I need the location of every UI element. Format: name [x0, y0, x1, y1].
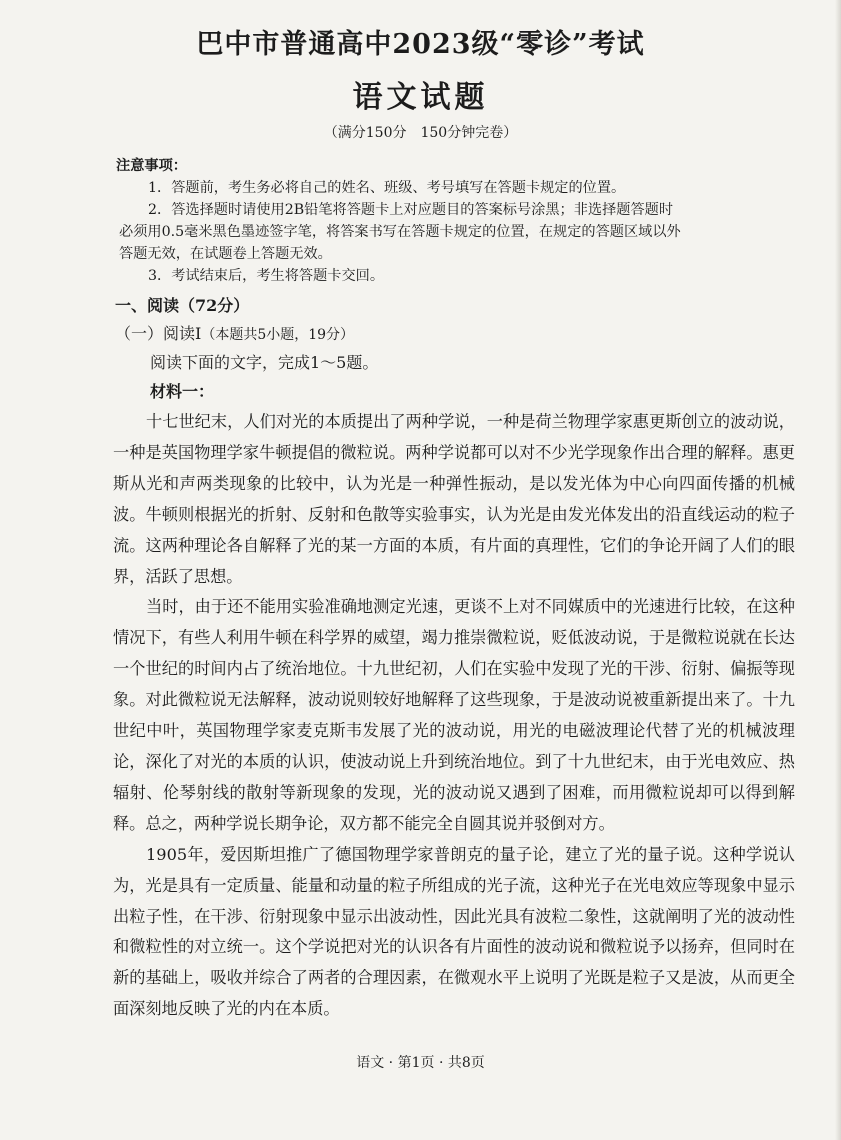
notice-item-3: 3．考试结束后，考生将答题卡交回。: [148, 268, 385, 284]
subsection-heading: [115, 320, 795, 349]
passage-paragraph-2: 当时，由于还不能用实验准确地测定光速，更谈不上对不同媒质中的光速进行比较，在这种情况下，有些人利用牛顿在科学界的威望，竭力推崇微粒说，贬低波动说，于是微粒说就在长达一个世纪的时间内占了统治地位。十九世纪初，人们在实验中发现了光的干涉、衍射、偏振等现象。对此微粒说无法解释，波动说则较好地解释了这些现象，于是波动说被重新提出来了。十九世纪中叶，英国物理学家麦克斯韦发展了光的波动说，用光的电磁波理论代替了光的机械波理论，深化了对光的本质的认识，使波动说上升到统治地位。到了十九世纪末，由于光电效应、热辐射、伦琴射线的散射等新现象的发现，光的波动说又遇到了困难，而用微粒说却可以得到解释。总之，两种学说长期争论，双方都不能完全自圆其说并驳倒对方。: [113, 597, 795, 833]
exam-meta: （满分150分 150分钟完卷）: [323, 125, 518, 141]
scan-edge-shadow: [835, 0, 841, 1140]
section-heading: 一、阅读（72分）: [115, 296, 250, 315]
notice-item-1: 1．答题前，考生务必将自己的姓名、班级、考号填写在答题卡规定的位置。: [148, 180, 626, 196]
notice-item-2-cont: 必须用0.5毫米黑色墨迹签字笔，将答案书写在答题卡规定的位置，在规定的答题区域以外: [119, 224, 681, 240]
material-label: 材料一：: [150, 382, 215, 401]
passage: [113, 407, 795, 1025]
passage-paragraph-3: 1905年，爱因斯坦推广了德国物理学家普朗克的量子论，建立了光的量子说。这种学说认为，光是具有一定质量、能量和动量的粒子所组成的光子流，这种光子在光电效应等现象中显示出粒子性，在干涉、衍射现象中显示出波动性，因此光具有波粒二象性，这就阐明了光的波动性和微粒性的对立统一。这个学说把对光的认识各有片面性的波动说和微粒说予以扬弃，但同时在新的基础上，吸收并综合了两者的合理因素，在微观水平上说明了光既是粒子又是波，从而更全面深刻地反映了光的内在本质。: [113, 844, 795, 1019]
subsection-label: （一）阅读Ⅰ: [115, 324, 202, 343]
passage-paragraph-1: 十七世纪末，人们对光的本质提出了两种学说，一种是荷兰物理学家惠更斯创立的波动说，一种是英国物理学家牛顿提倡的微粒说。两种学说都可以对不少光学现象作出合理的解释。惠更斯从光和声两类现象的比较中，认为光是一种弹性振动，是以发光体为中心向四面传播的机械波。牛顿则根据光的折射、反射和色散等实验事实，认为光是由发光体发出的沿直线运动的粒子流。这两种理论各自解释了光的某一方面的本质，有片面的真理性，它们的争论开阔了人们的眼界，活跃了思想。: [113, 412, 795, 586]
exam-title: 巴中市普通高中2023级“零诊”考试: [196, 29, 645, 60]
reading-instruction: 阅读下面的文字，完成1～5题。: [150, 353, 379, 372]
notice-item-2-end: 答题无效，在试题卷上答题无效。: [119, 246, 332, 262]
notice-item-2: 2．答选择题时请使用2B铅笔将答题卡上对应题目的答案标号涂黑；非选择题答题时: [148, 202, 674, 218]
notice-heading: 注意事项：: [116, 158, 187, 174]
subsection-note: （本题共5小题，19分）: [201, 327, 355, 343]
page-footer: 语文 · 第1页 · 共8页: [356, 1055, 485, 1071]
notice-block: [116, 155, 794, 287]
subject-title: 语文试题: [352, 80, 489, 115]
